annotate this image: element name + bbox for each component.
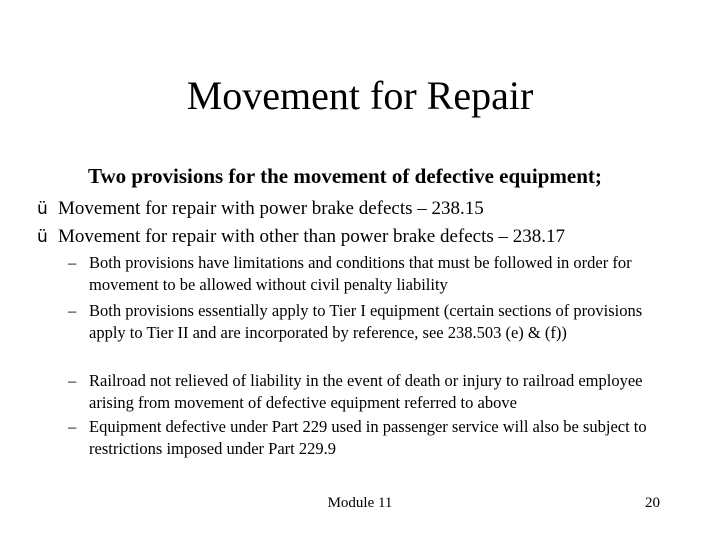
checkmark-icon: ü [37, 227, 48, 247]
check-item [0, 224, 720, 250]
dash-bullet: – [68, 417, 77, 436]
dash-bullet: – [68, 301, 77, 320]
dash-bullet: – [68, 371, 77, 390]
check-item [0, 196, 720, 222]
sub-item-text: Both provisions have limitations and conditions that must be followed in order for movement to be allowed without civil penalty liability [89, 253, 632, 294]
sub-item-text: Both provisions essentially apply to Tier I equipment (certain sections of provisions apply to Tier II and are incorporated by reference, see 238.503 (e) & (f)) [89, 301, 643, 342]
footer-module-label: Module 11 [327, 495, 393, 511]
check-item-text: Movement for repair with power brake defects – 238.15 [58, 198, 484, 219]
sub-item-text: Railroad not relieved of liability in the event of death or injury to railroad employee arising from movement of defective equipment referred to above [89, 371, 643, 412]
checkmark-icon: ü [37, 199, 48, 219]
sub-item-text: Equipment defective under Part 229 used in passenger service will also be subject to restrictions imposed under Part 229.9 [89, 417, 647, 458]
slide-title: Movement for Repair [186, 73, 534, 118]
intro-heading: Two provisions for the movement of defective equipment; [88, 164, 602, 188]
page-number: 20 [645, 495, 660, 511]
check-item-text: Movement for repair with other than power brake defects – 238.17 [58, 226, 566, 247]
dash-bullet: – [68, 253, 77, 272]
